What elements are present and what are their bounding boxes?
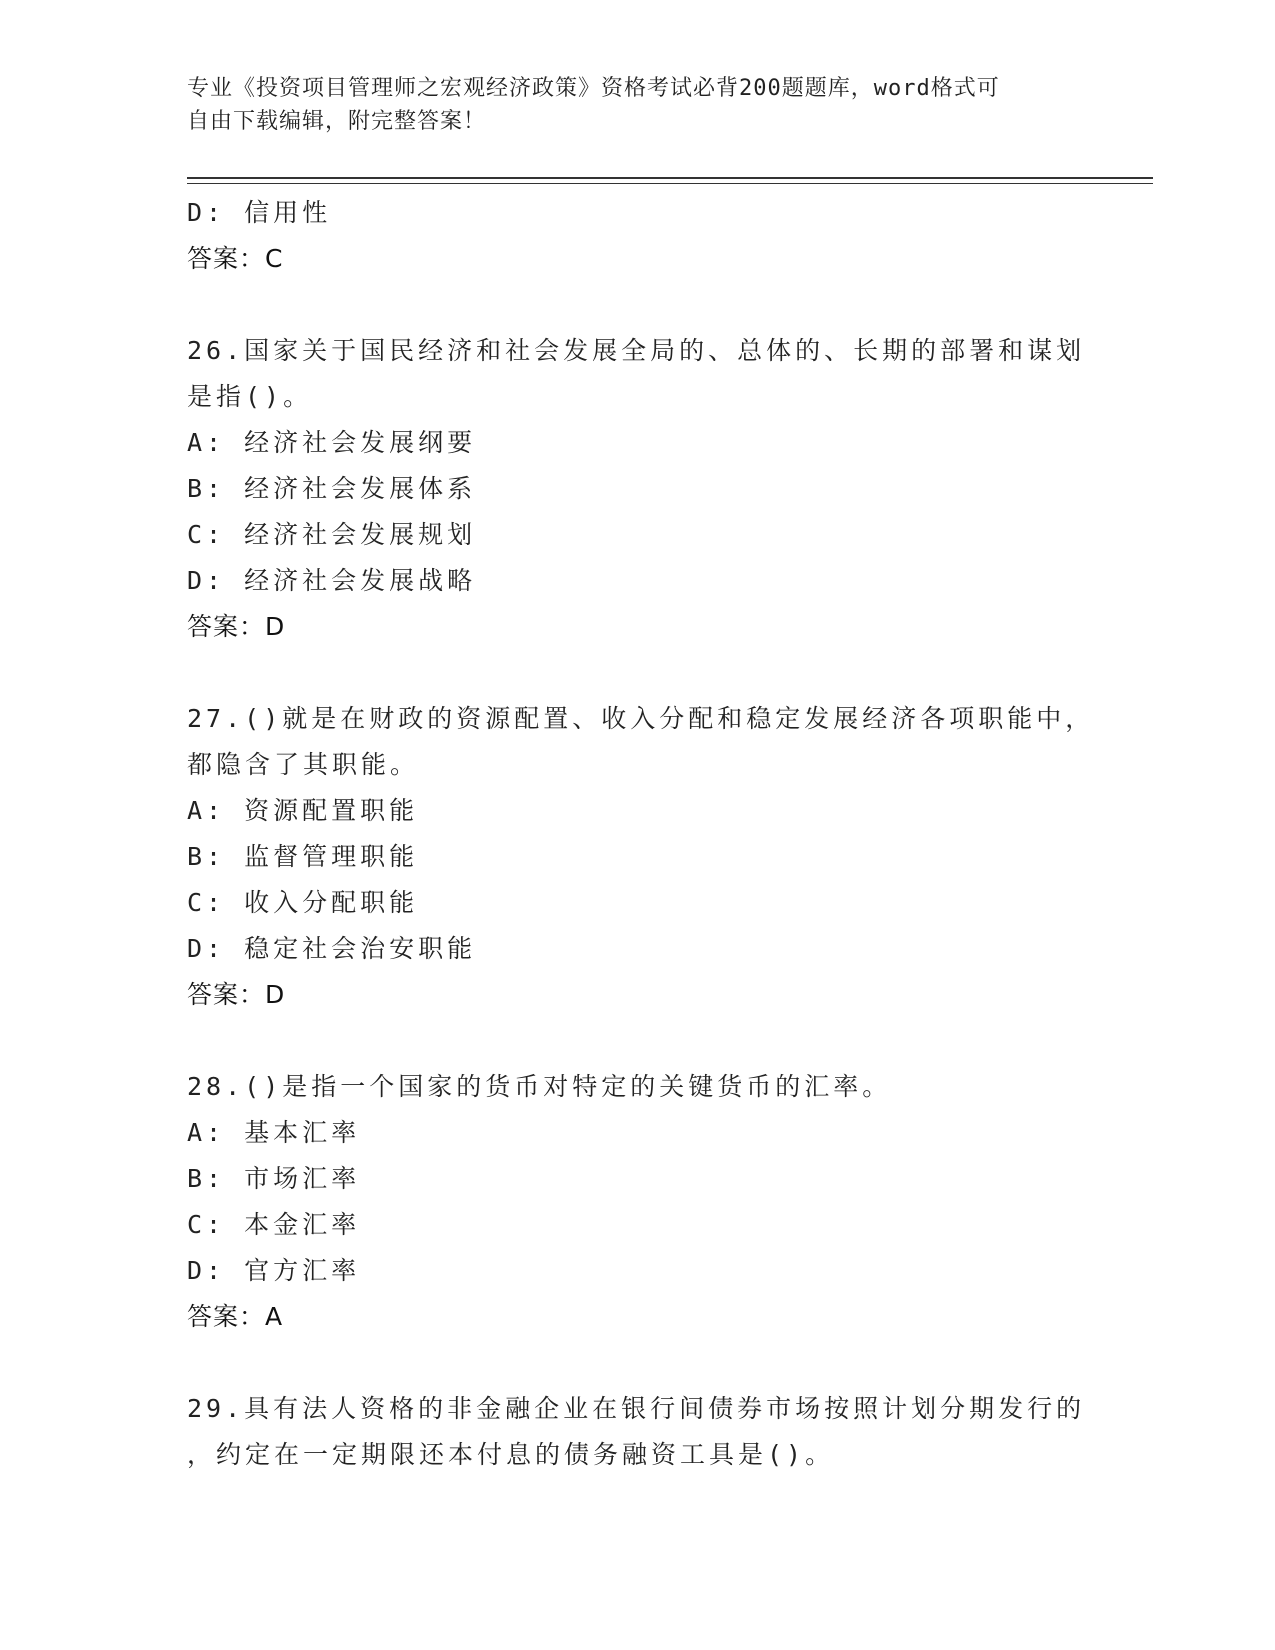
answer-label: 答案：C: [187, 244, 284, 273]
question-line: 28.()是指一个国家的货币对特定的关键货币的汇率。: [187, 1072, 892, 1101]
option-c: C: 收入分配职能: [187, 888, 419, 917]
question-block: [187, 328, 1087, 650]
document-header: [187, 72, 1087, 138]
option-c: C: 本金汇率: [187, 1210, 361, 1239]
option-b: B: 市场汇率: [187, 1164, 361, 1193]
question-text: [187, 328, 1087, 420]
question-line: 26.国家关于国民经济和社会发展全局的、总体的、长期的部署和谋划: [187, 336, 1086, 365]
option-d: D: 信用性: [187, 198, 332, 227]
option-a: A: 经济社会发展纲要: [187, 428, 477, 457]
question-line: 29.具有法人资格的非金融企业在银行间债券市场按照计划分期发行的: [187, 1394, 1086, 1423]
answer-label: 答案：D: [187, 612, 286, 641]
question-block: [187, 696, 1095, 1018]
option-b: B: 监督管理职能: [187, 842, 419, 871]
question-line: 27.()就是在财政的资源配置、收入分配和稳定发展经济各项职能中，: [187, 704, 1095, 733]
option-d: D: 官方汇率: [187, 1256, 361, 1285]
question-line: 是指()。: [187, 382, 313, 411]
header-line-2: 自由下载编辑，附完整答案！: [187, 109, 487, 134]
answer-label: 答案：A: [187, 1302, 284, 1331]
option-b: B: 经济社会发展体系: [187, 474, 477, 503]
question-block: [187, 1064, 1087, 1340]
header-line-1: 专业《投资项目管理师之宏观经济政策》资格考试必背200题题库，word格式可: [187, 76, 1000, 101]
question-line: 都隐含了其职能。: [187, 750, 420, 779]
question-block: [187, 1386, 1087, 1478]
header-divider-thin: [187, 183, 1153, 184]
option-c: C: 经济社会发展规划: [187, 520, 477, 549]
spacer: [187, 1018, 1087, 1064]
spacer: [187, 1340, 1087, 1386]
question-text: [187, 1064, 1087, 1110]
spacer: [187, 282, 1087, 328]
spacer: [187, 650, 1087, 696]
document-body: [187, 190, 1095, 1478]
option-a: A: 基本汇率: [187, 1118, 361, 1147]
option-a: A: 资源配置职能: [187, 796, 419, 825]
question-line: ，约定在一定期限还本付息的债务融资工具是()。: [187, 1440, 835, 1469]
question-text: [187, 1386, 1087, 1478]
answer-label: 答案：D: [187, 980, 286, 1009]
header-divider-thick: [187, 177, 1153, 179]
option-d: D: 稳定社会治安职能: [187, 934, 477, 963]
option-d: D: 经济社会发展战略: [187, 566, 477, 595]
question-text: [187, 696, 1095, 788]
